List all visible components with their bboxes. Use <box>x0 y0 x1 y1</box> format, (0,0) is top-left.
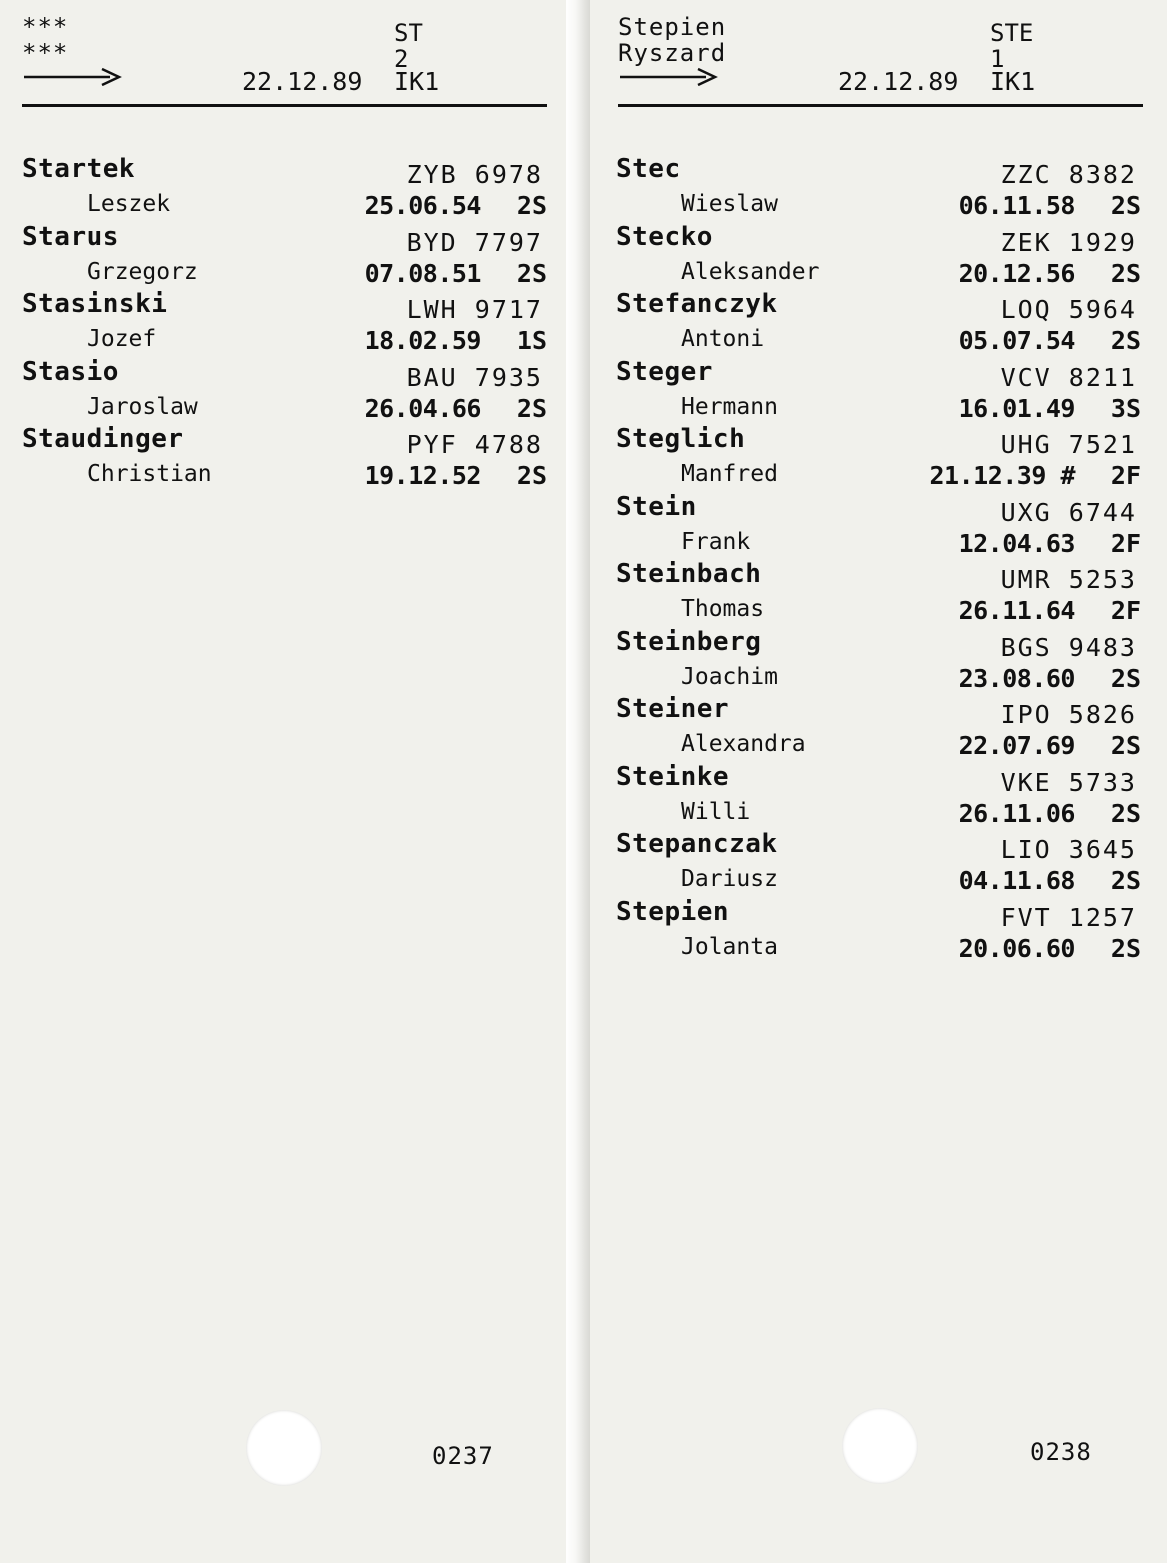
sheet-header <box>618 12 1143 108</box>
sheet-header <box>22 12 547 108</box>
list-item <box>616 222 1141 290</box>
given-name: Antoni <box>681 326 765 352</box>
surname: Steiner <box>616 694 730 724</box>
print-date: 22.12.89 <box>838 67 959 96</box>
identifier: IPO 5826 <box>1000 700 1137 729</box>
list-item <box>616 694 1141 762</box>
surname: Steinbach <box>616 559 762 589</box>
header-line-1: *** <box>22 13 69 41</box>
identifier: FVT 1257 <box>1000 902 1137 932</box>
birth-date: 05.07.54 <box>958 326 1075 355</box>
section-number: 2 <box>394 45 409 73</box>
section-code: STE <box>990 19 1034 47</box>
class-code: 2S <box>1110 933 1141 963</box>
given-name: Willi <box>681 798 751 825</box>
surname: Startek <box>22 154 136 184</box>
given-name: Jolanta <box>681 933 778 960</box>
class-code: 2F <box>1110 596 1141 625</box>
header-line-2: *** <box>22 39 69 67</box>
identifier: VKE 5733 <box>1000 767 1137 797</box>
list-code: IK1 <box>394 67 440 96</box>
arrow-icon <box>618 64 718 86</box>
given-name: Wieslaw <box>681 191 778 217</box>
birth-date: 07.08.51 <box>364 258 481 288</box>
birth-date: 26.11.06 <box>958 798 1075 828</box>
class-code: 2S <box>516 191 547 220</box>
class-code: 2S <box>1110 731 1141 760</box>
given-name: Christian <box>87 461 212 487</box>
given-name: Frank <box>681 528 751 555</box>
surname: Steinberg <box>616 626 762 657</box>
index-sheet-right <box>590 0 1167 1563</box>
class-code: 2S <box>1110 663 1141 693</box>
class-code: 2S <box>1110 191 1141 220</box>
arrow-icon <box>22 64 122 86</box>
given-name: Hermann <box>681 393 778 420</box>
birth-date: 18.02.59 <box>364 326 481 355</box>
birth-date: 22.07.69 <box>958 731 1075 760</box>
class-code: 2F <box>1110 528 1141 558</box>
class-code: 2S <box>1110 866 1141 895</box>
list-item <box>22 289 547 357</box>
page-number: 0238 <box>1030 1438 1092 1466</box>
list-item <box>616 154 1141 222</box>
birth-date: 26.11.64 <box>958 596 1075 625</box>
class-code: 2S <box>1110 798 1141 828</box>
list-item <box>22 424 547 492</box>
given-name: Thomas <box>681 596 765 622</box>
given-name: Joachim <box>681 663 778 690</box>
list-item <box>616 627 1141 695</box>
birth-date: 20.12.56 <box>958 258 1075 288</box>
print-date: 22.12.89 <box>242 67 363 96</box>
list-item <box>616 289 1141 357</box>
list-item <box>616 762 1141 830</box>
list-item <box>616 424 1141 492</box>
identifier: LWH 9717 <box>406 295 543 324</box>
list-item <box>616 492 1141 560</box>
birth-date: 26.04.66 <box>364 393 481 423</box>
list-item <box>22 357 547 425</box>
surname: Steinke <box>616 761 730 792</box>
surname: Stepanczak <box>616 829 778 859</box>
surname: Stasio <box>22 356 119 387</box>
given-name: Manfred <box>681 461 778 487</box>
index-sheet-left <box>0 0 566 1563</box>
birth-date: 19.12.52 <box>364 461 481 490</box>
class-code: 3S <box>1110 393 1141 423</box>
identifier: UHG 7521 <box>1000 430 1137 459</box>
surname: Stein <box>616 491 697 522</box>
identifier: LOQ 5964 <box>1000 295 1137 324</box>
identifier: LIO 3645 <box>1000 835 1137 864</box>
identifier: UMR 5253 <box>1000 565 1137 594</box>
entry-list <box>22 154 547 492</box>
given-name: Jaroslaw <box>87 393 198 420</box>
identifier: UXG 6744 <box>1000 497 1137 527</box>
identifier: ZYB 6978 <box>406 160 543 189</box>
surname: Starus <box>22 221 119 252</box>
list-item <box>616 559 1141 627</box>
section-code: ST <box>394 19 423 47</box>
given-name: Jozef <box>87 326 157 352</box>
class-code: 1S <box>516 326 547 355</box>
header-line-2: Ryszard <box>618 39 727 67</box>
class-code: 2S <box>516 393 547 423</box>
header-rule <box>618 104 1143 107</box>
birth-date: 06.11.58 <box>958 191 1075 220</box>
surname: Stec <box>616 154 681 184</box>
list-item <box>22 222 547 290</box>
given-name: Leszek <box>87 191 171 217</box>
surname: Stefanczyk <box>616 289 778 319</box>
class-code: 2F <box>1110 461 1141 490</box>
class-code: 2S <box>1110 326 1141 355</box>
surname: Staudinger <box>22 424 184 454</box>
identifier: ZZC 8382 <box>1000 160 1137 189</box>
surname: Stecko <box>616 221 713 252</box>
identifier: PYF 4788 <box>406 430 543 459</box>
birth-date: 04.11.68 <box>958 866 1075 895</box>
identifier: BGS 9483 <box>1000 632 1137 662</box>
list-code: IK1 <box>990 67 1036 96</box>
identifier: BAU 7935 <box>406 362 543 392</box>
class-code: 2S <box>516 461 547 490</box>
birth-date: 16.01.49 <box>958 393 1075 423</box>
surname: Steglich <box>616 424 746 454</box>
surname: Steger <box>616 356 713 387</box>
punch-hole <box>842 1408 918 1484</box>
list-item <box>616 357 1141 425</box>
birth-date: 23.08.60 <box>958 663 1075 693</box>
identifier: BYD 7797 <box>406 227 543 257</box>
birth-date: 20.06.60 <box>958 933 1075 963</box>
birth-date: 25.06.54 <box>364 191 481 220</box>
list-item <box>616 829 1141 897</box>
given-name: Alexandra <box>681 731 806 757</box>
list-item <box>616 897 1141 965</box>
birth-date: 21.12.39 # <box>929 461 1075 490</box>
section-number: 1 <box>990 45 1005 73</box>
identifier: VCV 8211 <box>1000 362 1137 392</box>
identifier: ZEK 1929 <box>1000 227 1137 257</box>
given-name: Aleksander <box>681 258 820 285</box>
header-line-1: Stepien <box>618 13 727 41</box>
birth-date: 12.04.63 <box>958 528 1075 558</box>
sheet-gap <box>566 0 590 1563</box>
surname: Stepien <box>616 896 730 927</box>
entry-list <box>616 154 1141 964</box>
given-name: Dariusz <box>681 866 778 892</box>
list-item <box>22 154 547 222</box>
class-code: 2S <box>1110 258 1141 288</box>
surname: Stasinski <box>22 289 168 319</box>
header-rule <box>22 104 547 107</box>
page-number: 0237 <box>432 1442 494 1470</box>
class-code: 2S <box>516 258 547 288</box>
punch-hole <box>246 1410 322 1486</box>
given-name: Grzegorz <box>87 258 198 285</box>
